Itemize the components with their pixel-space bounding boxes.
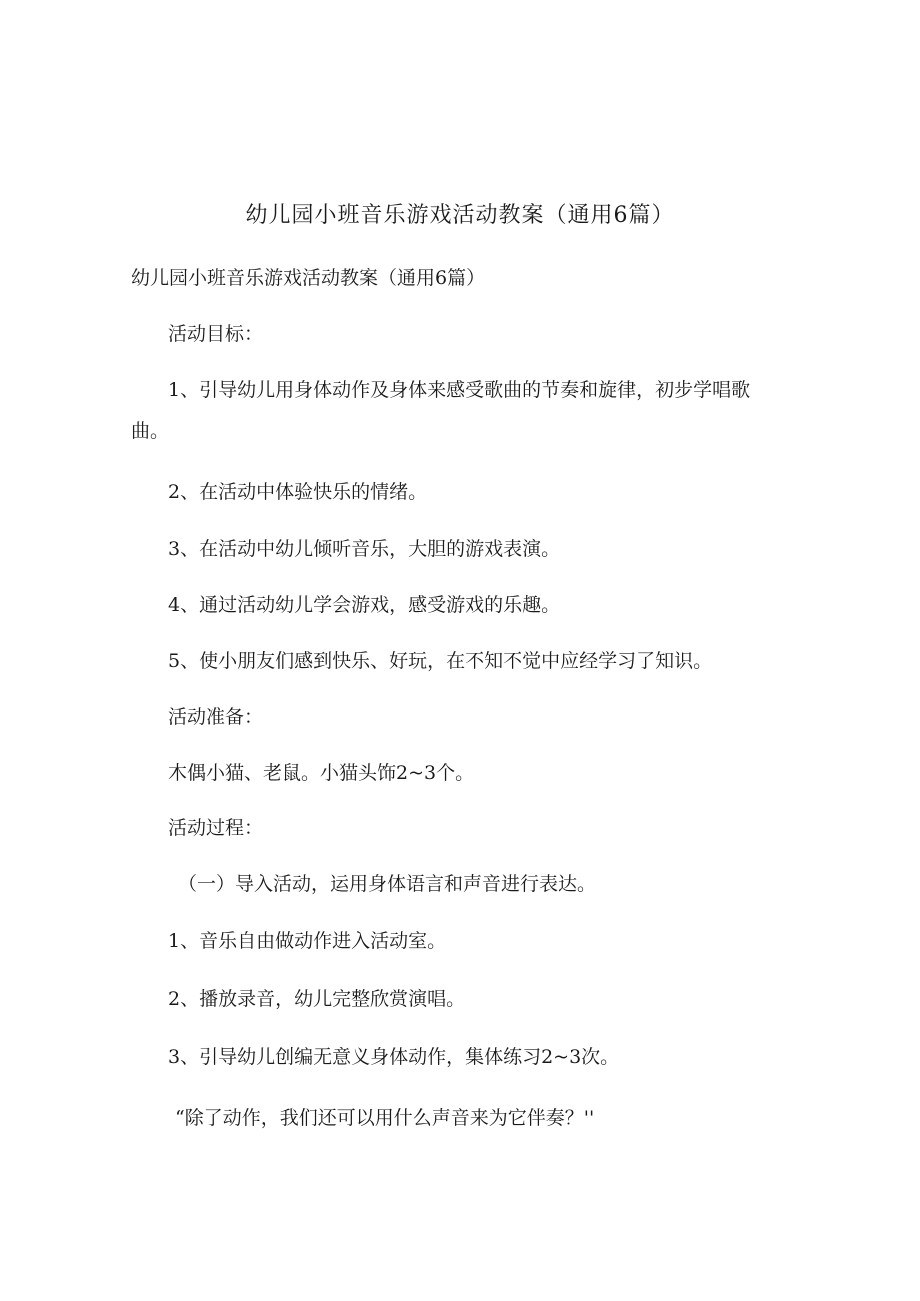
process-heading: 活动过程： [168,817,264,839]
process-section-heading: （一）导入活动，运用身体语言和声音进行表达。 [178,873,597,895]
document-subtitle: 幼儿园小班音乐游戏活动教案（通用6篇） [131,267,486,289]
process-step-3: 3、引导幼儿创编无意义身体动作，集体练习2~3次。 [168,1046,620,1068]
goal-item-1: 1、引导幼儿用身体动作及身体来感受歌曲的节奏和旋律，初步学唱歌 [168,379,751,401]
teacher-quote: “除了动作，我们还可以用什么声音来为它伴奏？'' [175,1107,595,1129]
prep-heading: 活动准备： [168,706,264,728]
document-title: 幼儿园小班音乐游戏活动教案（通用6篇） [245,203,675,228]
goal-item-5: 5、使小朋友们感到快乐、好玩，在不知不觉中应经学习了知识。 [168,650,713,672]
goal-item-4: 4、通过活动幼儿学会游戏，感受游戏的乐趣。 [168,594,561,616]
goal-item-3: 3、在活动中幼儿倾听音乐，大胆的游戏表演。 [168,538,561,560]
goal-item-2: 2、在活动中体验快乐的情绪。 [168,481,428,503]
prep-text: 木偶小猫、老鼠。小猫头饰2~3个。 [168,762,475,784]
goals-heading: 活动目标： [168,323,264,345]
process-step-2: 2、播放录音，幼儿完整欣赏演唱。 [168,988,466,1010]
process-step-1: 1、音乐自由做动作进入活动室。 [168,930,447,952]
goal-item-1-continued: 曲。 [131,420,170,442]
